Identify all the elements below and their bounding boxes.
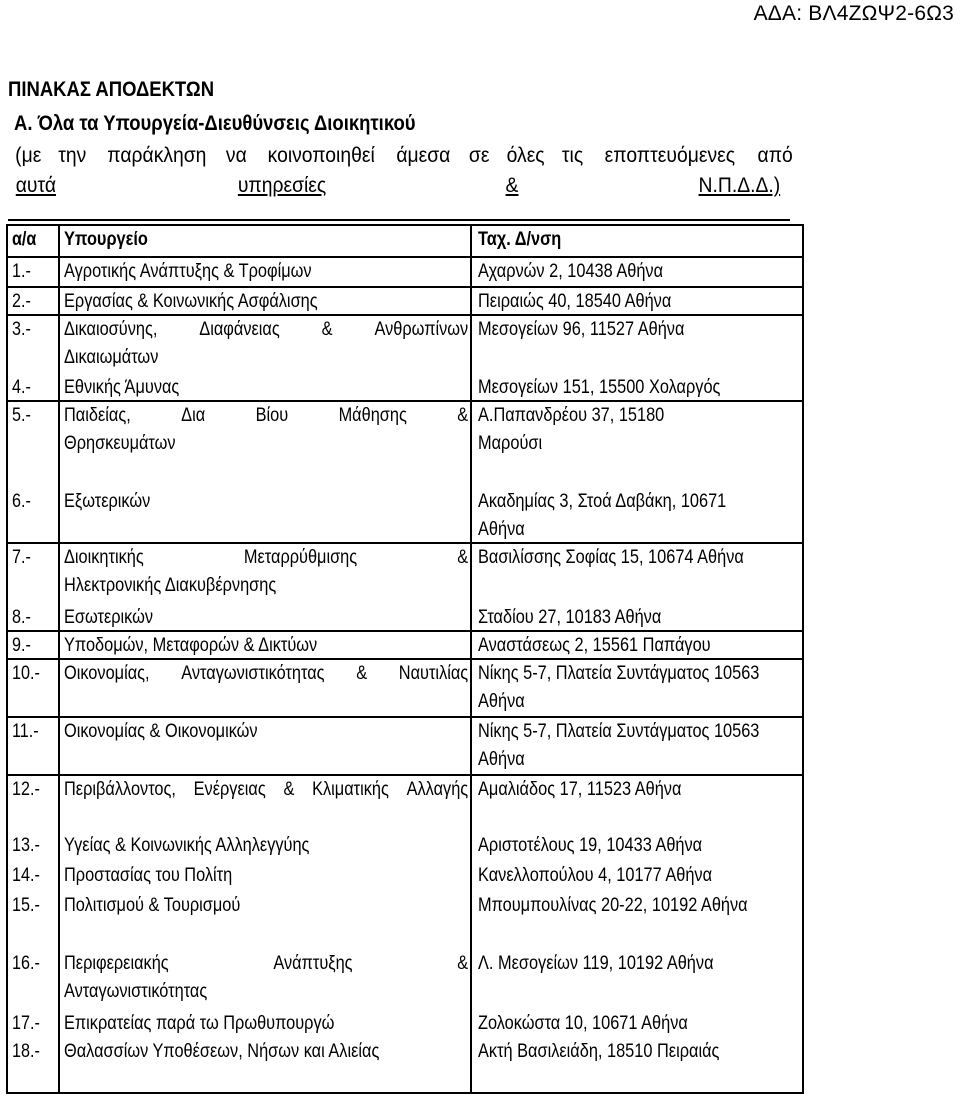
ministry-word: Ενέργειας <box>193 779 266 800</box>
ministry-line: Δικαιωμάτων <box>64 347 159 368</box>
ministry-name <box>64 604 469 632</box>
ministry-line <box>64 544 468 572</box>
ministry-line: Ανταγωνιστικότητας <box>64 981 208 1002</box>
ministry-word: Δια <box>181 405 206 426</box>
top-rule <box>8 219 790 221</box>
note-line-2 <box>14 174 784 198</box>
ministry-name <box>64 862 469 890</box>
address-line: Αριστοτέλους 19, 10433 Αθήνα <box>478 835 703 856</box>
ministry-line: Εργασίας & Κοινωνικής Ασφάλισης <box>64 291 318 312</box>
ministry-name <box>64 776 469 804</box>
row-number: 1.- <box>12 261 31 282</box>
ministry-word: & <box>321 319 333 340</box>
row-number: 10.- <box>12 663 40 684</box>
ministry-line: Πολιτισμού & Τουρισμού <box>64 895 241 916</box>
ministry-line <box>64 316 468 344</box>
ministry-word: Περιβάλλοντος, <box>64 779 176 800</box>
ministry-name <box>64 1010 469 1038</box>
ministry-line: Ηλεκτρονικής Διακυβέρνησης <box>64 575 277 596</box>
ministry-line: Εσωτερικών <box>64 607 154 628</box>
ministry-line: Οικονομίας & Οικονομικών <box>64 721 258 742</box>
ministry-word: Κλιματικής <box>312 779 389 800</box>
ministry-name <box>64 832 469 860</box>
ministry-word: Παιδείας, <box>64 405 131 426</box>
ministry-word: Ανταγωνιστικότητας <box>181 663 325 684</box>
note-word: & <box>505 174 519 197</box>
address <box>478 892 798 920</box>
address-line: Α.Παπανδρέου 37, 15180 <box>478 405 665 426</box>
address <box>478 832 798 860</box>
row-number: 7.- <box>12 547 31 568</box>
ministry-word: Ναυτιλίας <box>398 663 469 684</box>
row-number: 3.- <box>12 319 31 340</box>
ministry-name <box>64 374 469 402</box>
address <box>478 660 798 716</box>
row-number: 11.- <box>12 721 39 742</box>
address <box>478 950 798 978</box>
address-line: Αθήνα <box>478 519 525 540</box>
address-line: Μαρούσι <box>478 433 543 454</box>
ministry-name <box>64 632 469 660</box>
ministry-word: Δικαιοσύνης, <box>64 319 158 340</box>
row-number: 9.- <box>12 635 31 656</box>
note-word: κοινοποιηθεί <box>267 144 375 167</box>
ministry-word: & <box>283 779 295 800</box>
ministry-name <box>64 950 469 1006</box>
note-word: άμεσα <box>396 144 451 167</box>
address-line: Ακτή Βασιλειάδη, 18510 Πειραιάς <box>478 1041 720 1062</box>
ministry-line <box>64 950 468 978</box>
ministry-name <box>64 488 469 516</box>
ministry-word: Μεταρρύθμισης <box>243 547 358 568</box>
ministry-word: Οικονομίας, <box>64 663 150 684</box>
ministry-line: Εξωτερικών <box>64 491 151 512</box>
row-number: 15.- <box>12 895 40 916</box>
ministry-word: & <box>457 547 469 568</box>
ministry-name <box>64 1038 469 1066</box>
address-line: Ζολοκώστα 10, 10671 Αθήνα <box>478 1013 688 1034</box>
row-number: 17.- <box>12 1013 40 1034</box>
address <box>478 258 798 286</box>
address-line: Λ. Μεσογείων 119, 10192 Αθήνα <box>478 953 714 974</box>
row-number: 18.- <box>12 1041 40 1062</box>
ministry-name <box>64 288 469 316</box>
address-line: Πειραιώς 40, 18540 Αθήνα <box>478 291 672 312</box>
document-title: ΠΙΝΑΚΑΣ ΑΠΟΔΕΚΤΩΝ <box>8 78 215 101</box>
address-line: Μπουμπουλίνας 20-22, 10192 Αθήνα <box>478 895 748 916</box>
address <box>478 402 798 458</box>
ministry-word: Διοικητικής <box>64 547 144 568</box>
address <box>478 544 798 572</box>
ministry-word: & <box>457 405 469 426</box>
ministry-name <box>64 660 469 688</box>
note-word: όλες <box>506 144 545 167</box>
ministry-line: Αγροτικής Ανάπτυξης & Τροφίμων <box>64 261 312 282</box>
address-line: Σταδίου 27, 10183 Αθήνα <box>478 607 662 628</box>
ada-code: ΑΔΑ: ΒΛ4ΖΩΨ2-6Ω3 <box>753 2 954 25</box>
address-line: Βασιλίσσης Σοφίας 15, 10674 Αθήνα <box>478 547 744 568</box>
note-word: από <box>757 144 793 167</box>
note-word: την <box>58 144 87 167</box>
address <box>478 718 798 774</box>
ministry-line: Θαλασσίων Υποθέσεων, Νήσων και Αλιείας <box>64 1041 380 1062</box>
ministry-name <box>64 718 469 746</box>
row-number: 16.- <box>12 953 40 974</box>
row-number: 13.- <box>12 835 40 856</box>
ministry-name <box>64 258 469 286</box>
header-num: α/α <box>12 229 37 250</box>
row-number: 8.- <box>12 607 31 628</box>
ministry-line: Εθνικής Άμυνας <box>64 377 180 398</box>
address <box>478 776 798 804</box>
note-word: υπηρεσίες <box>237 174 326 197</box>
ministry-line: Επικρατείας παρά τω Πρωθυπουργώ <box>64 1013 335 1034</box>
address-line: Κανελλοπούλου 4, 10177 Αθήνα <box>478 865 713 886</box>
ministry-word: & <box>356 663 368 684</box>
ministry-name <box>64 402 469 458</box>
note-word: (με <box>15 144 42 167</box>
address-line: Αθήνα <box>478 749 525 770</box>
note-word: σε <box>468 144 490 167</box>
ministry-line <box>64 660 468 688</box>
note-word: να <box>226 144 248 167</box>
address <box>478 1038 798 1066</box>
ministry-line <box>64 776 468 804</box>
address-line: Μεσογείων 151, 15500 Χολαργός <box>478 377 721 398</box>
address <box>478 604 798 632</box>
note-word: εποπτευόμενες <box>604 144 736 167</box>
row-number: 4.- <box>12 377 31 398</box>
header-address: Ταχ. Δ/νση <box>478 229 562 250</box>
ministry-word: & <box>457 953 469 974</box>
address-line: Νίκης 5-7, Πλατεία Συντάγματος 10563 <box>478 663 760 684</box>
note-line-1 <box>14 144 794 168</box>
row-number: 2.- <box>12 291 31 312</box>
address-line: Νίκης 5-7, Πλατεία Συντάγματος 10563 <box>478 721 760 742</box>
address <box>478 374 798 402</box>
ministry-name <box>64 892 469 920</box>
address <box>478 288 798 316</box>
address <box>478 316 798 344</box>
note-word: τις <box>561 144 584 167</box>
ministry-word: Βίου <box>255 405 289 426</box>
ministry-name <box>64 316 469 372</box>
ministry-word: Ανάπτυξης <box>273 953 353 974</box>
ministry-word: Μάθησης <box>338 405 407 426</box>
ministry-word: Αλλαγής <box>406 779 469 800</box>
ministry-word: Περιφερειακής <box>64 953 169 974</box>
section-heading: Α. Όλα τα Υπουργεία-Διευθύνσεις Διοικητικού <box>14 112 416 135</box>
ministry-word: Διαφάνειας <box>199 319 280 340</box>
address-line: Αθήνα <box>478 691 525 712</box>
ministry-line: Υποδομών, Μεταφορών & Δικτύων <box>64 635 318 656</box>
row-number: 6.- <box>12 491 31 512</box>
note-word: αυτά <box>15 174 57 197</box>
ministry-name <box>64 544 469 600</box>
address-line: Μεσογείων 96, 11527 Αθήνα <box>478 319 685 340</box>
row-number: 12.- <box>12 779 40 800</box>
address <box>478 1010 798 1038</box>
note-word: παράκληση <box>107 144 207 167</box>
ministry-word: Ανθρωπίνων <box>374 319 469 340</box>
ministry-line: Προστασίας του Πολίτη <box>64 865 233 886</box>
row-number: 5.- <box>12 405 31 426</box>
address-line: Αχαρνών 2, 10438 Αθήνα <box>478 261 664 282</box>
ministry-line: Υγείας & Κοινωνικής Αλληλεγγύης <box>64 835 310 856</box>
address-line: Αμαλιάδος 17, 11523 Αθήνα <box>478 779 682 800</box>
note-word: Ν.Π.Δ.Δ.) <box>698 174 781 197</box>
header-ministry: Υπουργείο <box>64 229 148 250</box>
address <box>478 632 798 660</box>
address <box>478 862 798 890</box>
ministry-line: Θρησκευμάτων <box>64 433 176 454</box>
ministry-line <box>64 402 468 430</box>
address <box>478 488 798 544</box>
row-number: 14.- <box>12 865 40 886</box>
address-line: Αναστάσεως 2, 15561 Παπάγου <box>478 635 711 656</box>
address-line: Ακαδημίας 3, Στοά Δαβάκη, 10671 <box>478 491 727 512</box>
